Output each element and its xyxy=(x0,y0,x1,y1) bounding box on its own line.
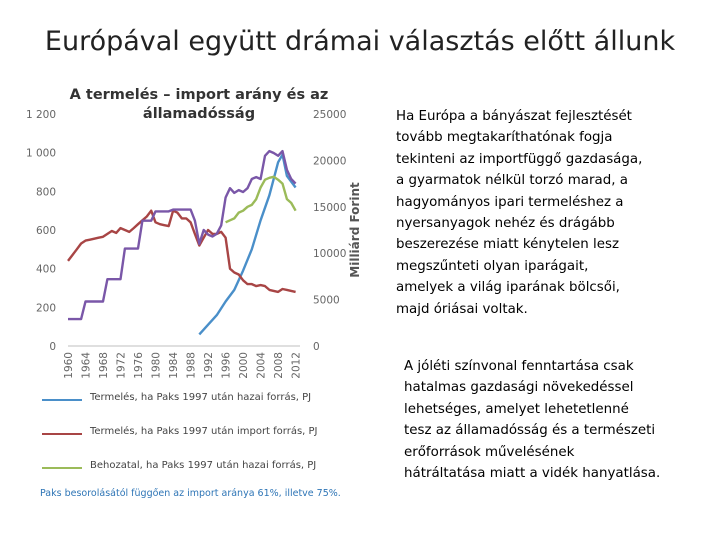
paragraph-2-line: A jóléti színvonal fenntartása csak xyxy=(404,359,634,374)
y-left-tick-label: 400 xyxy=(35,263,56,276)
chart-footnote: Paks besorolásától függően az import aránya 61%, illetve 75%. xyxy=(40,488,341,499)
legend-swatch-blue xyxy=(42,399,82,401)
x-tick-label: 1964 xyxy=(80,352,93,379)
x-tick-label: 1988 xyxy=(185,352,198,379)
y-right-tick-label: 25000 xyxy=(313,109,347,121)
y-left-tick-label: 1 200 xyxy=(25,109,56,121)
paragraph-2-line: hatalmas gazdasági növekedéssel xyxy=(404,380,634,396)
legend-swatch-red xyxy=(42,433,82,435)
y-left-tick-label: 600 xyxy=(35,225,56,237)
y-left-tick-label: 0 xyxy=(49,341,56,353)
chart-title xyxy=(64,86,334,124)
x-tick-label: 2000 xyxy=(238,352,251,379)
y-right-tick-label: 5000 xyxy=(313,294,340,307)
paragraph-1-line: amelyek a világ iparának bölcsői, xyxy=(396,280,620,296)
paragraph-1-line: Ha Európa a bányászat fejlesztését xyxy=(396,109,632,124)
series-line-purple xyxy=(68,151,296,319)
legend-label-blue: Termelés, ha Paks 1997 után hazai forrás, PJ xyxy=(90,392,312,403)
y-right-tick-label: 15000 xyxy=(313,201,347,214)
paragraph-1-line: a gyarmatok nélkül torzó marad, a xyxy=(396,173,628,189)
y-right-tick-label: 10000 xyxy=(313,248,347,261)
x-tick-label: 2008 xyxy=(273,352,286,379)
y-right-axis-label: Milliárd Forint xyxy=(348,182,362,278)
paragraph-2-line: tesz az államadósság és a természeti xyxy=(404,423,656,439)
x-tick-label: 1976 xyxy=(133,352,146,379)
paragraph-2-line: lehetséges, amelyet lehetetlenné xyxy=(404,401,629,417)
x-tick-label: 1980 xyxy=(150,352,163,379)
slide-title: Európával együtt drámai választás előtt állunk xyxy=(44,26,676,57)
y-right-tick-label: 0 xyxy=(313,341,320,353)
x-tick-label: 1960 xyxy=(63,352,75,379)
x-tick-label: 1972 xyxy=(115,352,128,379)
series-line-green xyxy=(226,177,296,223)
paragraph-1 xyxy=(396,106,696,320)
paragraph-1-line: tekinteni az importfüggő gazdasága, xyxy=(396,151,643,167)
x-tick-label: 1984 xyxy=(168,352,181,379)
chart-title-line-1: A termelés – import arány és az xyxy=(69,87,329,103)
paragraph-1-line: tovább megtakaríthatónak fogja xyxy=(396,130,613,146)
x-tick-label: 2004 xyxy=(255,352,268,379)
y-left-tick-label: 1 000 xyxy=(25,147,56,160)
paragraph-1-line: majd óriásai voltak. xyxy=(396,301,528,317)
y-left-tick-label: 800 xyxy=(35,186,56,199)
paragraph-1-line: megszűnteti olyan iparágait, xyxy=(396,258,589,274)
chart-title-line-2: államadósság xyxy=(142,106,256,122)
x-tick-label: 2012 xyxy=(290,352,303,379)
paragraph-2 xyxy=(404,356,704,484)
paragraph-2-line: erőforrások művelésének xyxy=(404,444,575,460)
legend-swatch-green xyxy=(42,467,82,469)
y-right-tick-label: 20000 xyxy=(313,155,347,168)
paragraph-1-line: hagyományos ipari termeléshez a xyxy=(396,194,624,210)
legend-label-red: Termelés, ha Paks 1997 után import forrás, PJ xyxy=(90,426,318,437)
x-tick-label: 1996 xyxy=(220,352,233,379)
legend-label-green: Behozatal, ha Paks 1997 után hazai forrás, PJ xyxy=(90,460,317,471)
paragraph-1-line: nyersanyagok nehéz és drágább xyxy=(396,216,615,232)
paragraph-1-line: beszerezése miatt kénytelen lesz xyxy=(396,237,619,253)
x-tick-label: 1992 xyxy=(203,352,216,379)
paragraph-2-line: hátráltatása miatt a vidék hanyatlása. xyxy=(404,466,661,482)
series-line-red xyxy=(68,211,296,292)
y-left-tick-label: 200 xyxy=(35,302,56,315)
x-tick-label: 1968 xyxy=(98,352,111,379)
